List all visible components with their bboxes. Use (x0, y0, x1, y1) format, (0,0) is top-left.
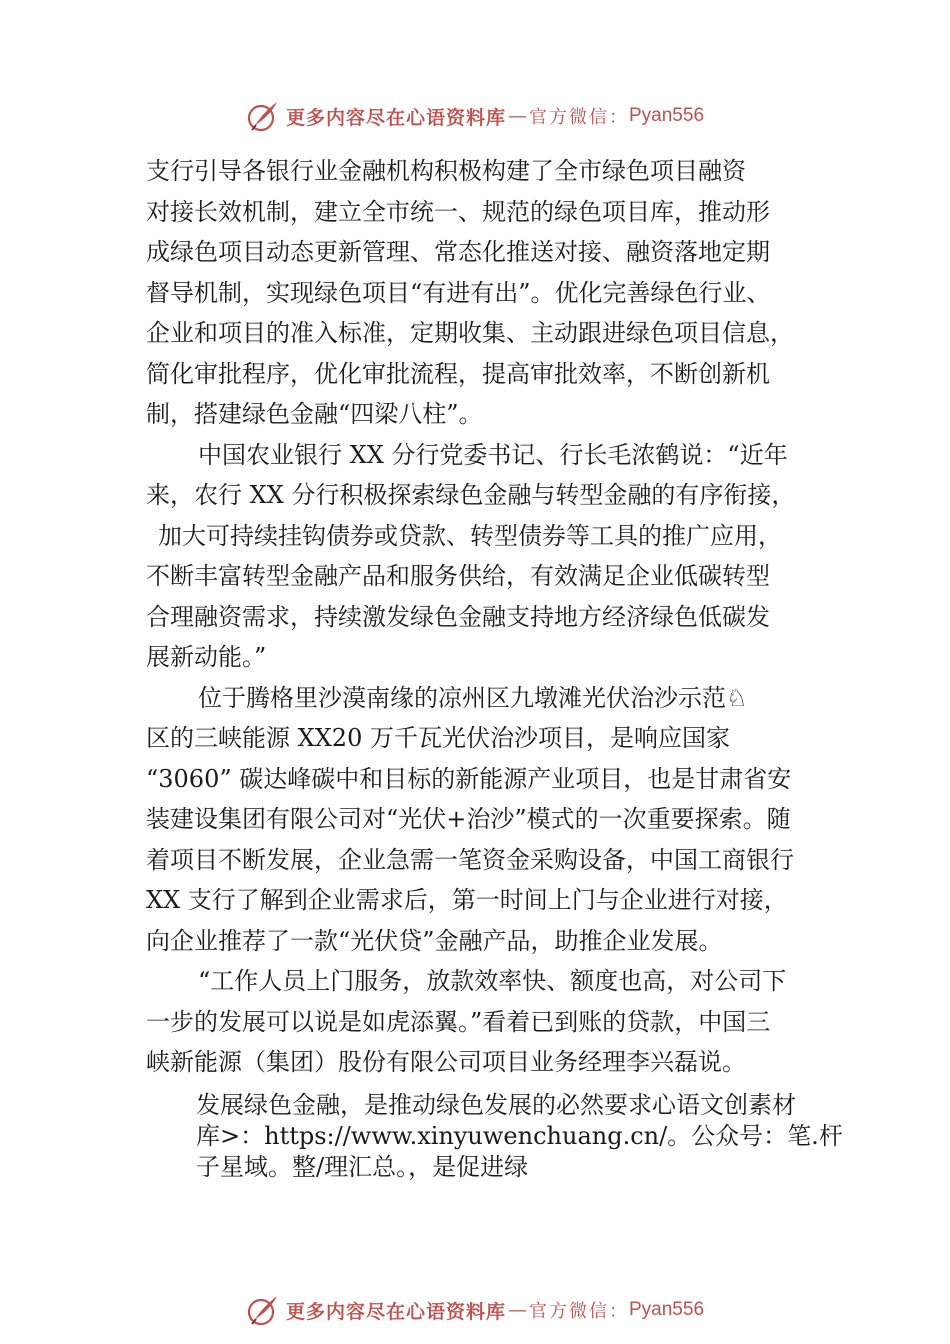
tail-paragraph (196, 1090, 846, 1183)
paragraph (146, 961, 816, 1083)
text-line: 库>：https://www.xinyuwenchuang.cn/。公众号：笔.杆 (196, 1122, 843, 1150)
quill-logo-icon (246, 1293, 280, 1327)
text-line: 加大可持续挂钩债券或贷款、转型债券等工具的推广应用， (158, 521, 782, 550)
text-line: “工作人员上门服务，放款效率快、额度也高，对公司下 (198, 967, 787, 995)
text-line: 对接长效机制，建立全市统一、规范的绿色项目库，推动形 (146, 197, 770, 226)
paragraph (146, 678, 816, 962)
banner-title: 更多内容尽在心语资料库 (285, 1300, 506, 1323)
text-line: 合理融资需求，持续激发绿色金融支持地方经济绿色低碳发 (146, 602, 770, 631)
text-line: XX 支行了解到企业需求后，第一时间上门与企业进行对接， (146, 886, 788, 914)
text-line: 成绿色项目动态更新管理、常态化推送对接、融资落地定期 (146, 238, 770, 266)
paragraph (146, 435, 816, 678)
text-line: 子星域。整/理汇总。，是促进绿 (196, 1153, 529, 1181)
text-line: 来，农行 XX 分行积极探索绿色金融与转型金融的有序衔接， (146, 481, 796, 509)
banner-wechat-id: Pyan556 (629, 105, 705, 126)
banner-wechat-label: 官方微信： (529, 1301, 629, 1322)
text-line: 区的三峡能源 XX20 万千瓦光伏治沙项目，是响应国家 (146, 724, 730, 752)
text-line: 一步的发展可以说是如虎添翼。”看着已到账的贷款，中国三 (146, 1007, 771, 1036)
text-line: 制，搭建绿色金融“四梁八柱”。 (146, 400, 483, 428)
banner-title: 更多内容尽在心语资料库 (285, 106, 506, 129)
paragraph (146, 151, 816, 435)
text-line: 向企业推荐了一款“光伏贷”金融产品，助推企业发展。 (146, 926, 723, 955)
document-body (146, 151, 816, 1083)
text-line: 支行引导各银行业金融机构积极构建了全市绿色项目融资 (146, 157, 746, 185)
text-line: 峡新能源（集团）股份有限公司项目业务经理李兴磊说。 (146, 1048, 746, 1076)
text-line: 装建设集团有限公司对“光伏+治沙”模式的一次重要探索。随 (146, 805, 791, 833)
text-line: 简化审批程序，优化审批流程，提高审批效率，不断创新机 (146, 359, 770, 388)
header-banner (0, 96, 950, 136)
banner-separator: — (508, 105, 527, 127)
banner-wechat-label: 官方微信： (529, 107, 629, 128)
footer-banner (0, 1290, 950, 1330)
quill-logo-icon (246, 99, 280, 133)
text-line: 发展绿色金融，是推动绿色发展的必然要求心语文创素材 (196, 1091, 796, 1119)
text-line: 企业和项目的准入标准，定期收集、主动跟进绿色项目信息， (146, 319, 794, 347)
text-line: 中国农业银行 XX 分行党委书记、行长毛浓鹤说：“近年 (198, 440, 788, 469)
text-line: 着项目不断发展，企业急需一笔资金采购设备，中国工商银行 (146, 845, 794, 874)
text-line: 展新动能。” (146, 643, 267, 671)
text-line: 督导机制，实现绿色项目“有进有出”。优化完善绿色行业、 (146, 278, 771, 307)
banner-wechat-id: Pyan556 (629, 1299, 705, 1320)
banner-separator: — (508, 1299, 527, 1321)
text-line: 位于腾格里沙漠南缘的凉州区九墩滩光伏治沙示范♘ (198, 683, 748, 712)
text-line: 不断丰富转型金融产品和服务供给，有效满足企业低碳转型 (146, 562, 770, 590)
text-line: “3060” 碳达峰碳中和目标的新能源产业项目，也是甘肃省安 (146, 764, 792, 793)
